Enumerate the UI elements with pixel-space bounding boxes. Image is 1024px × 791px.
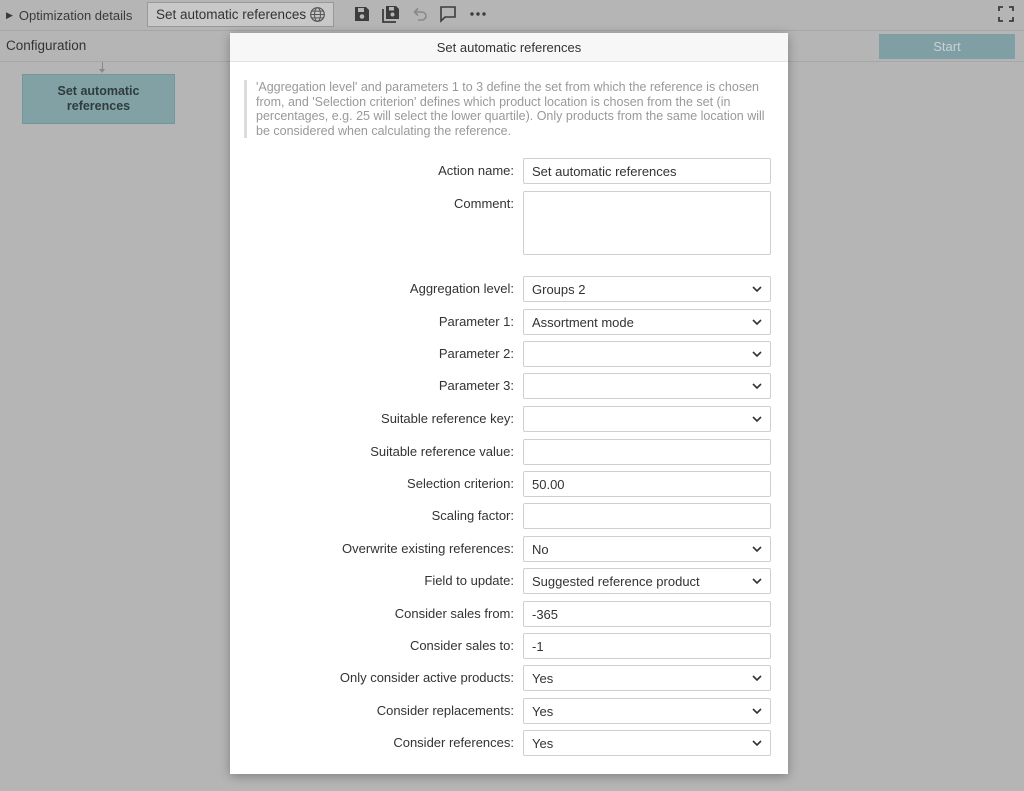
save-icon[interactable] [353, 5, 371, 23]
parameter-2-label: Parameter 2: [438, 346, 514, 361]
chevron-down-icon [752, 708, 762, 715]
comment-icon[interactable] [439, 5, 457, 23]
consider-replacements-select[interactable] [523, 698, 771, 724]
row-consider-sales-to [230, 633, 788, 659]
suitable-reference-key-label: Suitable reference key: [381, 411, 514, 426]
consider-sales-to-input[interactable]: -1 [523, 633, 771, 659]
field-to-update-select[interactable] [523, 568, 771, 594]
row-parameter-2 [230, 341, 788, 367]
action-name-label: Action name: [438, 163, 514, 178]
row-scaling-factor [230, 503, 788, 529]
dialog-title: Set automatic references [436, 39, 582, 55]
action-name-input[interactable]: Set automatic references [523, 158, 771, 184]
row-parameter-1 [230, 309, 788, 335]
only-consider-active-products-label: Only consider active products: [339, 670, 514, 685]
parameter-2-select[interactable] [523, 341, 771, 367]
workflow-node-set-automatic-references[interactable] [22, 74, 175, 124]
parameter-1-label: Parameter 1: [438, 314, 514, 329]
save-as-icon[interactable] [382, 5, 400, 23]
parameter-3-label: Parameter 3: [438, 378, 514, 393]
row-consider-replacements [230, 698, 788, 724]
globe-icon[interactable] [309, 6, 326, 23]
chevron-down-icon [752, 546, 762, 553]
aggregation-level-value: Groups 2 [532, 281, 586, 297]
consider-sales-from-input[interactable]: -365 [523, 601, 771, 627]
chevron-down-icon [752, 319, 762, 326]
parameter-3-select[interactable] [523, 373, 771, 399]
row-action-name [230, 158, 788, 184]
consider-replacements-label: Consider replacements: [376, 703, 514, 718]
dialog-header [230, 33, 788, 62]
connector-arrow-icon [99, 69, 105, 73]
info-note: 'Aggregation level' and parameters 1 to 3 define the set from which the reference is chosen from, and 'Selection criterion' defines which product location is chosen from the set (in percentages, e.g. 25 will select the lower quartile). Only products from the same location will be considered when calculating the reference. [244, 80, 774, 138]
consider-references-value: Yes [532, 735, 554, 751]
overwrite-existing-references-select[interactable] [523, 536, 771, 562]
consider-references-label: Consider references: [393, 735, 514, 750]
row-comment [230, 191, 788, 217]
consider-sales-from-label: Consider sales from: [394, 606, 514, 621]
aggregation-level-label: Aggregation level: [409, 281, 514, 296]
action-title-text: Set automatic references [156, 7, 307, 22]
chevron-down-icon [752, 675, 762, 682]
configuration-label: Configuration [6, 38, 87, 53]
set-automatic-references-dialog [230, 33, 788, 774]
scaling-factor-input[interactable] [523, 503, 771, 529]
row-aggregation-level [230, 276, 788, 302]
row-consider-sales-from [230, 601, 788, 627]
more-icon[interactable] [469, 5, 487, 23]
row-field-to-update [230, 568, 788, 594]
chevron-down-icon [752, 286, 762, 293]
parameter-1-value: Assortment mode [532, 314, 634, 330]
row-suitable-reference-key [230, 406, 788, 432]
suitable-reference-value-label: Suitable reference value: [370, 444, 514, 459]
comment-label: Comment: [454, 196, 514, 211]
consider-sales-to-label: Consider sales to: [409, 638, 514, 653]
top-toolbar [0, 0, 1024, 30]
consider-references-select[interactable] [523, 730, 771, 756]
suitable-reference-value-input[interactable] [523, 439, 771, 465]
selection-criterion-label: Selection criterion: [407, 476, 514, 491]
scaling-factor-label: Scaling factor: [431, 508, 514, 523]
start-button[interactable]: Start [879, 34, 1015, 59]
aggregation-level-select[interactable] [523, 276, 771, 302]
overwrite-existing-references-label: Overwrite existing references: [342, 541, 514, 556]
action-title-box[interactable] [147, 2, 334, 27]
row-suitable-reference-value [230, 439, 788, 465]
workflow-node-label: Set automatic references [57, 84, 140, 113]
chevron-down-icon [752, 383, 762, 390]
only-consider-active-products-select[interactable] [523, 665, 771, 691]
optimization-details-label: Optimization details [18, 7, 133, 23]
comment-textarea[interactable] [523, 191, 771, 255]
row-selection-criterion [230, 471, 788, 497]
parameter-1-select[interactable] [523, 309, 771, 335]
chevron-down-icon [752, 578, 762, 585]
undo-icon[interactable] [411, 5, 429, 23]
field-to-update-label: Field to update: [424, 573, 514, 588]
consider-replacements-value: Yes [532, 703, 554, 719]
overwrite-existing-references-value: No [532, 541, 549, 557]
expand-triangle-icon: ▶ [6, 9, 13, 20]
field-to-update-value: Suggested reference product [532, 573, 700, 589]
suitable-reference-key-select[interactable] [523, 406, 771, 432]
row-overwrite-existing-references [230, 536, 788, 562]
chevron-down-icon [752, 416, 762, 423]
selection-criterion-input[interactable]: 50.00 [523, 471, 771, 497]
row-parameter-3 [230, 373, 788, 399]
row-only-consider-active-products [230, 665, 788, 691]
chevron-down-icon [752, 351, 762, 358]
only-consider-active-products-value: Yes [532, 670, 554, 686]
fullscreen-icon[interactable] [998, 6, 1014, 22]
optimization-details-toggle[interactable] [6, 8, 132, 23]
row-consider-references [230, 730, 788, 756]
chevron-down-icon [752, 740, 762, 747]
